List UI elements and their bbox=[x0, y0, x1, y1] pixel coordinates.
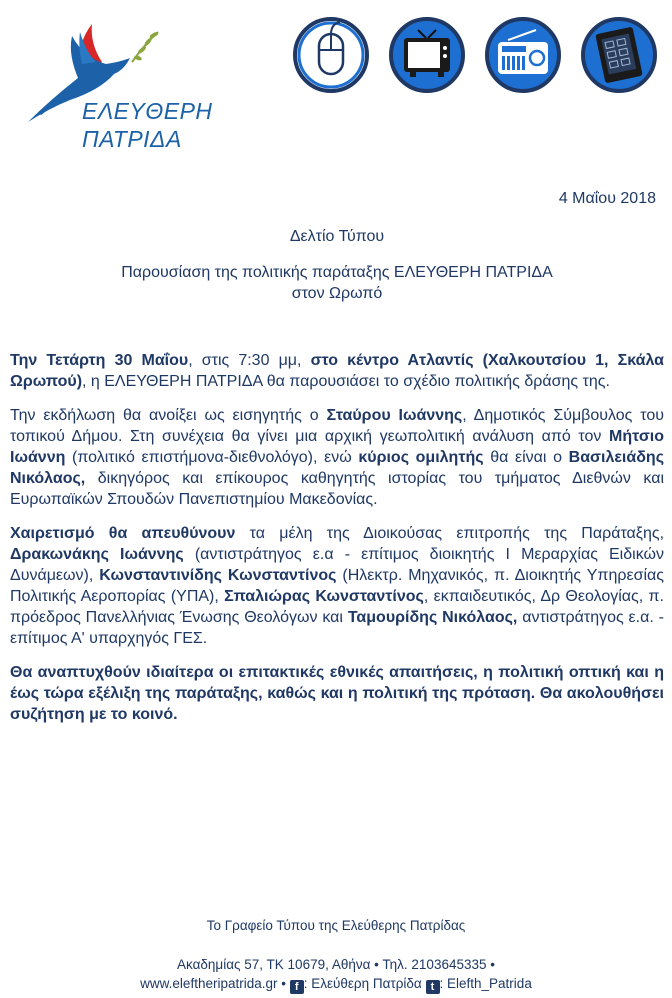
twitter-link[interactable]: : Elefth_Patrida bbox=[439, 976, 532, 991]
facebook-icon: f bbox=[290, 980, 304, 994]
p2-h: Βασιλειάδης Νικόλαος, bbox=[10, 449, 665, 487]
facebook-link[interactable]: : Ελεύθερη Πατρίδα bbox=[303, 976, 422, 991]
twitter-icon: t bbox=[426, 980, 440, 994]
press-office: Το Γραφείο Τύπου της Ελεύθερης Πατρίδας bbox=[206, 918, 466, 933]
mouse-icon bbox=[292, 16, 370, 94]
p2-b: Σταύρου Ιωάννης bbox=[326, 407, 463, 424]
website-link[interactable]: www.eleftheripatrida.gr • bbox=[140, 976, 286, 991]
p3-h: , εκπαιδευτικός, Δρ Θεολογίας, π. πρόεδρος Πανελλήνιας Ένωσης Θεολόγων και bbox=[10, 588, 664, 626]
paragraph-4: Θα αναπτυχθούν ιδιαίτερα οι επιτακτικές εθνικές απαιτήσεις, η πολιτική οπτική και η έως τώρα εξέλιξη της παράταξης, καθώς και η πολιτική της πρόταση. Θα ακολουθήσει συζήτηση με το κοινό. bbox=[10, 664, 664, 723]
p3-g: Σπαλιώρας Κωνσταντίνος bbox=[224, 588, 424, 605]
headline-line2: στον Ωρωπό bbox=[291, 285, 383, 302]
letterhead bbox=[0, 0, 672, 160]
p2-g: θα είναι ο bbox=[483, 449, 569, 466]
address: Ακαδημίας 57, ΤΚ 10679, Αθήνα • Τηλ. 2103645335 • bbox=[177, 957, 495, 972]
p2-d: Μήτσιο Ιωάννη bbox=[10, 428, 664, 466]
p3-c: Δρακωνάκης Ιωάννης bbox=[10, 546, 184, 563]
media-icons bbox=[292, 16, 667, 98]
p3-b: τα μέλη της Διοικούσας επιτροπής της Παράταξης, bbox=[235, 525, 665, 542]
paragraph-3 bbox=[10, 523, 664, 649]
headline-line1: Παρουσίαση της πολιτικής παράταξης ΕΛΕΥΘΕΡΗ ΠΑΤΡΙΔΑ bbox=[121, 264, 553, 281]
p2-f: κύριος ομιλητής bbox=[358, 449, 484, 466]
p2-a: Την εκδήλωση θα ανοίξει ως εισηγητής ο bbox=[10, 407, 327, 424]
release-date: 4 Μαΐου 2018 bbox=[558, 190, 656, 207]
p2-c: , Δημοτικός Σύμβουλος του τοπικού Δήμου. Στη συνέχεια θα γίνει μια αρχική γεωπολιτική ανάλυση από τον bbox=[10, 407, 665, 445]
paragraph-1 bbox=[10, 350, 664, 392]
p3-f: (Ηλεκτρ. Μηχανικός, π. Διοικητής Υπηρεσίας Πολιτικής Αεροπορίας (ΥΠΑ), bbox=[10, 567, 664, 605]
tablet-icon bbox=[580, 16, 658, 94]
logo-text-line1: ΕΛΕΥΘΕΡΗ bbox=[82, 98, 213, 124]
radio-icon bbox=[484, 16, 562, 94]
p1-a: Την Τετάρτη 30 Μαΐου bbox=[10, 352, 189, 369]
contact-line bbox=[0, 976, 672, 994]
headline bbox=[10, 262, 664, 304]
logo-text-line2: ΠΑΤΡΙΔΑ bbox=[82, 126, 182, 152]
p1-d: , η ΕΛΕΥΘΕΡΗ ΠΑΤΡΙΔΑ θα παρουσιάσει το σχέδιο πολιτικής δράσης της. bbox=[82, 373, 610, 390]
paragraph-2 bbox=[10, 405, 664, 510]
p3-j: αντιστράτηγος ε.α. - επίτιμος Α' υπαρχηγός ΓΕΣ. bbox=[10, 609, 665, 647]
document-type: Δελτίο Τύπου bbox=[289, 228, 385, 245]
p2-i: δικηγόρος και επίκουρος καθηγητής ιστορίας του τμήματος Διεθνών και Ευρωπαϊκών Σπουδών Πανεπιστημίου Μακεδονίας. bbox=[10, 470, 664, 508]
party-logo bbox=[20, 14, 220, 154]
p1-b: , στις 7:30 μμ, bbox=[188, 352, 311, 369]
p3-e: Κωνσταντινίδης Κωνσταντίνος bbox=[99, 567, 337, 584]
p2-e: (πολιτικό επιστήμονα-διεθνολόγο), ενώ bbox=[65, 449, 359, 466]
p3-i: Ταμουρίδης Νικόλαος, bbox=[347, 609, 518, 626]
p3-a: Χαιρετισμό θα απευθύνουν bbox=[10, 525, 236, 542]
press-release bbox=[10, 190, 664, 725]
footer bbox=[0, 918, 672, 994]
p1-c: στο κέντρο Ατλαντίς (Χαλκουτσίου 1, Σκάλα Ωρωπού) bbox=[10, 352, 664, 390]
tv-icon bbox=[388, 16, 466, 94]
p3-d: (αντιστράτηγος ε.α - επίτιμος διοικητής Ι Μεραρχίας Ειδικών Δυνάμεων), bbox=[10, 546, 664, 584]
